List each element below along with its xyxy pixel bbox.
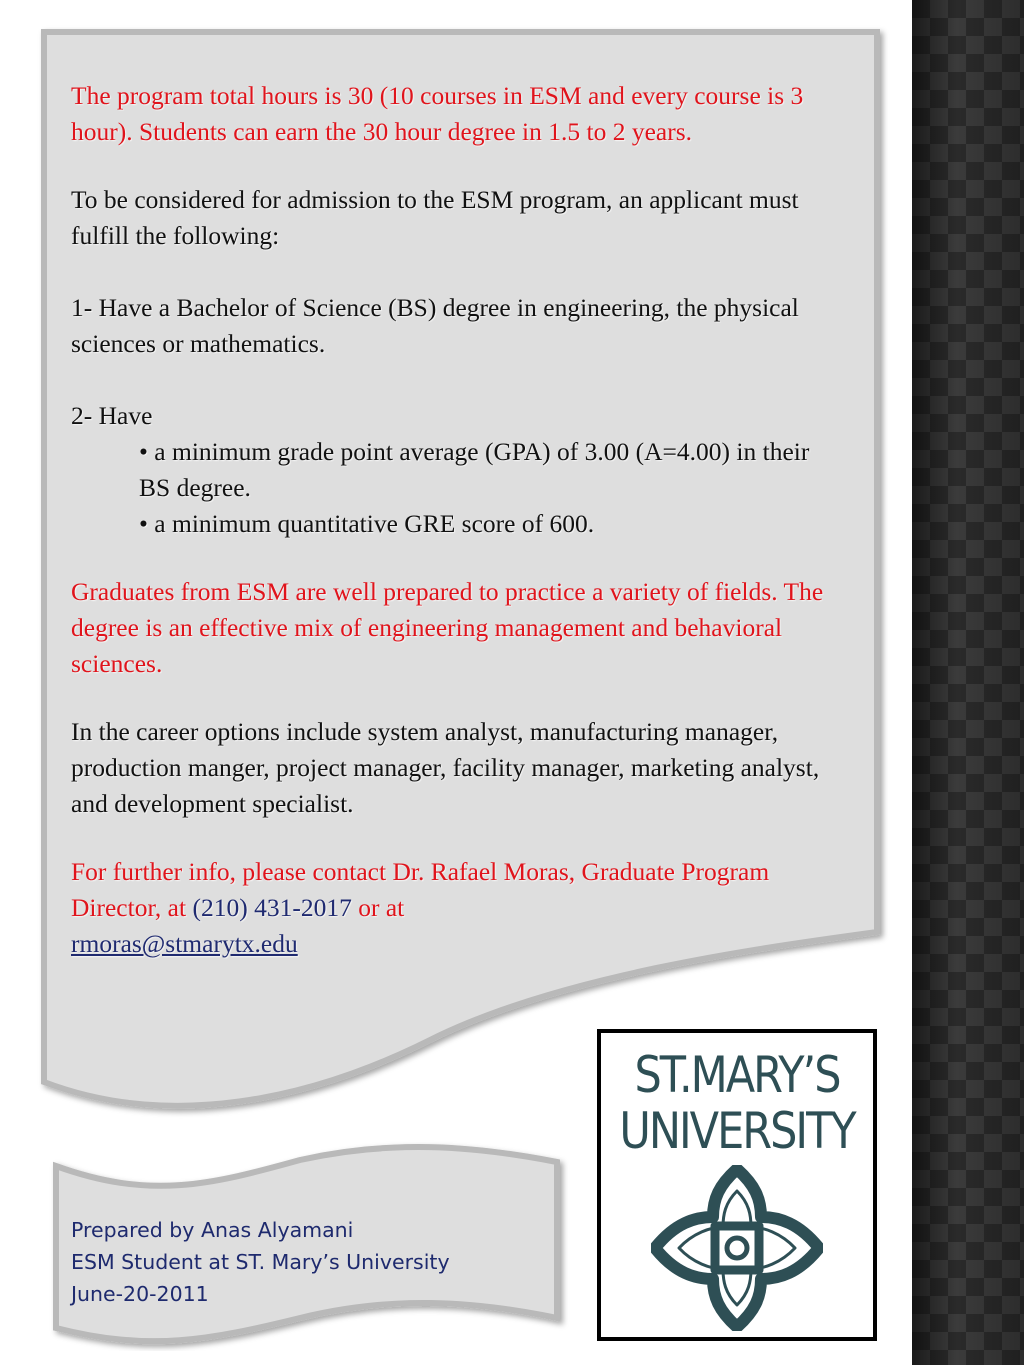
prepared-by-line: Prepared by Anas Alyamani: [71, 1218, 354, 1242]
gre-bullet: • a minimum quantitative GRE score of 600.: [139, 509, 595, 538]
contact-phone: (210) 431-2017: [192, 893, 352, 922]
requirement-2-heading: 2- Have: [71, 401, 153, 430]
contact-paragraph: [71, 854, 831, 962]
logo-text-line2: UNIVERSITY: [619, 1103, 855, 1161]
prepared-by-text: [71, 1214, 541, 1310]
requirement-1: 1- Have a Bachelor of Science (BS) degree in engineering, the physical sciences or mathematics.: [71, 293, 799, 358]
career-options-paragraph: In the career options include system analyst, manufacturing manager, production manger, project manager, facility manager, marketing analyst, and development specialist.: [71, 717, 820, 818]
admission-intro-paragraph: To be considered for admission to the ESM program, an applicant must fulfill the following:: [71, 185, 799, 250]
contact-prefix: For further info, please contact Dr. Rafael Moras, Graduate Program Director, at: [71, 857, 770, 922]
graduates-paragraph: Graduates from ESM are well prepared to practice a variety of fields. The degree is an effective mix of engineering management and behavioral sciences.: [71, 577, 824, 678]
program-info-text: [71, 78, 831, 962]
date-line: June-20-2011: [71, 1282, 209, 1306]
program-hours-paragraph: The program total hours is 30 (10 courses in ESM and every course is 3 hour). Students can earn the 30 hour degree in 1.5 to 2 years.: [71, 81, 804, 146]
logo-text-line1: ST.MARY’S: [634, 1047, 840, 1105]
gpa-bullet: • a minimum grade point average (GPA) of 3.00 (A=4.00) in their BS degree.: [139, 437, 810, 502]
student-affiliation-line: ESM Student at ST. Mary’s University: [71, 1250, 450, 1274]
contact-or: or at: [358, 893, 405, 922]
contact-email-link[interactable]: rmoras@stmarytx.edu: [71, 929, 298, 958]
university-logo: [597, 1029, 877, 1341]
celtic-cross-icon: [651, 1165, 823, 1331]
